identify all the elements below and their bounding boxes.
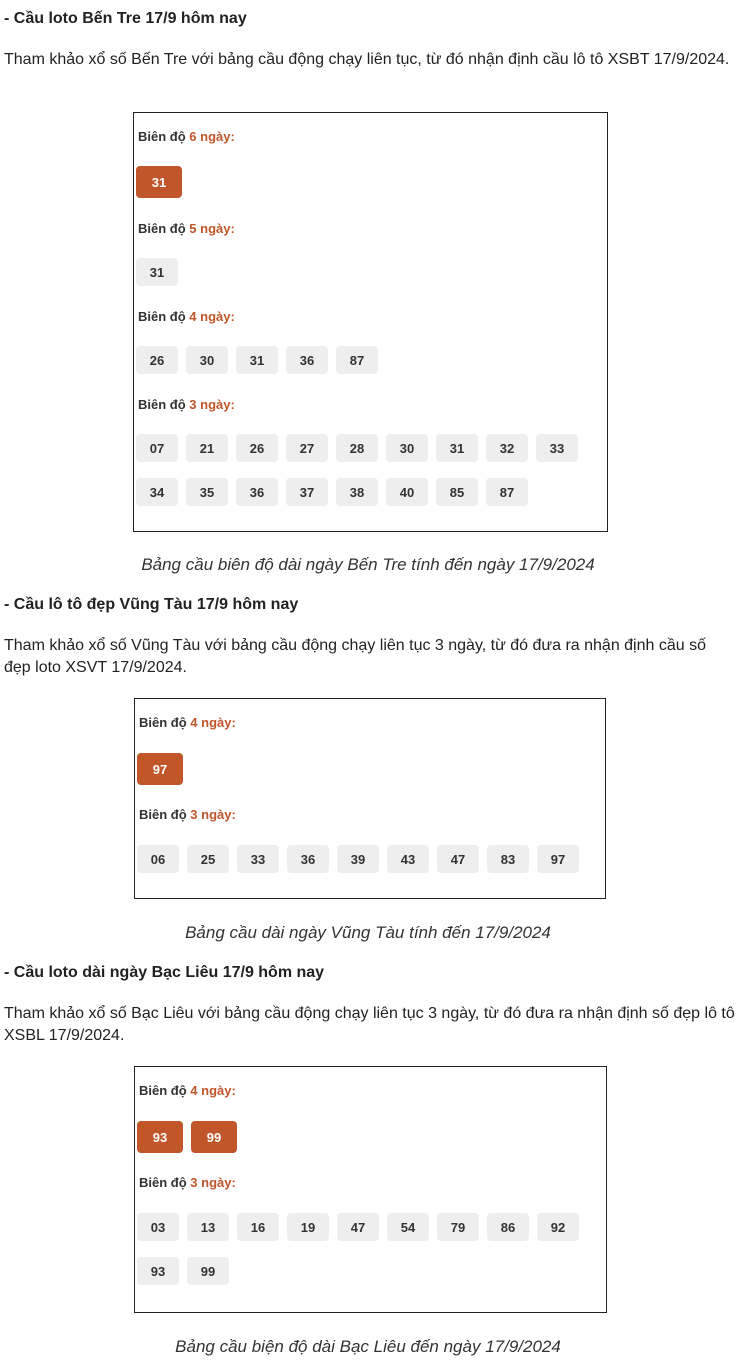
lottery-table (134, 1066, 607, 1313)
number-chip-highlight: 97 (137, 753, 183, 785)
group-label (139, 1175, 236, 1190)
label-range: 3 ngày: (190, 807, 236, 822)
number-chip-highlight: 99 (191, 1121, 237, 1153)
number-chip: 38 (336, 478, 378, 506)
label-prefix: Biên độ (139, 1083, 187, 1098)
number-chip: 43 (387, 845, 429, 873)
label-prefix: Biên độ (139, 1175, 187, 1190)
group-label (139, 1083, 236, 1098)
number-chip: 83 (487, 845, 529, 873)
number-chip: 30 (186, 346, 228, 374)
number-chip: 97 (537, 845, 579, 873)
number-chip: 87 (486, 478, 528, 506)
group-label (139, 715, 236, 730)
number-chip: 26 (236, 434, 278, 462)
number-chip: 19 (287, 1213, 329, 1241)
label-prefix: Biên độ (139, 807, 187, 822)
group-label (138, 221, 235, 236)
number-chip: 54 (387, 1213, 429, 1241)
group-label (138, 129, 235, 144)
number-chip: 99 (187, 1257, 229, 1285)
number-chip: 36 (286, 346, 328, 374)
section-heading: - Cầu loto Bến Tre 17/9 hôm nay (4, 10, 247, 27)
number-chip: 47 (337, 1213, 379, 1241)
table-caption: Bảng cầu dài ngày Vũng Tàu tính đến 17/9/2024 (185, 923, 551, 942)
number-chip: 31 (136, 258, 178, 286)
number-chip: 30 (386, 434, 428, 462)
label-prefix: Biên độ (138, 397, 186, 412)
lottery-table (134, 698, 606, 899)
number-chip: 27 (286, 434, 328, 462)
label-prefix: Biên độ (138, 309, 186, 324)
number-chip: 31 (236, 346, 278, 374)
number-chip: 34 (136, 478, 178, 506)
label-range: 4 ngày: (190, 715, 236, 730)
number-chip: 86 (487, 1213, 529, 1241)
section-heading: - Cầu loto dài ngày Bạc Liêu 17/9 hôm nay (4, 964, 325, 981)
number-chip: 07 (136, 434, 178, 462)
number-chip: 93 (137, 1257, 179, 1285)
number-chip: 32 (486, 434, 528, 462)
label-range: 6 ngày: (189, 129, 235, 144)
number-chip: 47 (437, 845, 479, 873)
number-chip: 33 (237, 845, 279, 873)
number-chip: 06 (137, 845, 179, 873)
number-chip: 03 (137, 1213, 179, 1241)
number-chip: 37 (286, 478, 328, 506)
label-range: 5 ngày: (189, 221, 235, 236)
lottery-table (133, 112, 608, 532)
section-paragraph: Tham khảo xổ số Bến Tre với bảng cầu động chạy liên tục, từ đó nhận định cầu lô tô XSBT 17/9/2024. (4, 51, 730, 68)
number-chip: 36 (287, 845, 329, 873)
table-caption: Bảng cầu biện độ dài Bạc Liêu đến ngày 17/9/2024 (175, 1337, 561, 1356)
label-range: 4 ngày: (190, 1083, 236, 1098)
number-chip: 28 (336, 434, 378, 462)
number-chip: 13 (187, 1213, 229, 1241)
number-chip: 85 (436, 478, 478, 506)
number-chip-highlight: 31 (136, 166, 182, 198)
number-chip: 87 (336, 346, 378, 374)
number-chip: 21 (186, 434, 228, 462)
number-chip: 16 (237, 1213, 279, 1241)
number-chip: 36 (236, 478, 278, 506)
number-chip-highlight: 93 (137, 1121, 183, 1153)
section-heading: - Cầu lô tô đẹp Vũng Tàu 17/9 hôm nay (4, 596, 299, 613)
number-chip: 40 (386, 478, 428, 506)
group-label (139, 807, 236, 822)
number-chip: 92 (537, 1213, 579, 1241)
table-caption: Bảng cầu biên độ dài ngày Bến Tre tính đến ngày 17/9/2024 (141, 555, 595, 574)
number-chip: 26 (136, 346, 178, 374)
number-chip: 33 (536, 434, 578, 462)
label-prefix: Biên độ (138, 129, 186, 144)
section-paragraph: Tham khảo xổ số Vũng Tàu với bảng cầu động chạy liên tục 3 ngày, từ đó đưa ra nhận định cầu số đẹp loto XSVT 17/9/2024. (4, 637, 706, 676)
number-chip: 35 (186, 478, 228, 506)
number-chip: 31 (436, 434, 478, 462)
number-chip: 39 (337, 845, 379, 873)
number-chip: 25 (187, 845, 229, 873)
label-range: 4 ngày: (189, 309, 235, 324)
label-range: 3 ngày: (190, 1175, 236, 1190)
label-range: 3 ngày: (189, 397, 235, 412)
group-label (138, 397, 235, 412)
label-prefix: Biên độ (138, 221, 186, 236)
group-label (138, 309, 235, 324)
label-prefix: Biên độ (139, 715, 187, 730)
section-paragraph: Tham khảo xổ số Bạc Liêu với bảng cầu động chạy liên tục 3 ngày, từ đó đưa ra nhận định số đẹp lô tô XSBL 17/9/2024. (4, 1005, 735, 1044)
number-chip: 79 (437, 1213, 479, 1241)
